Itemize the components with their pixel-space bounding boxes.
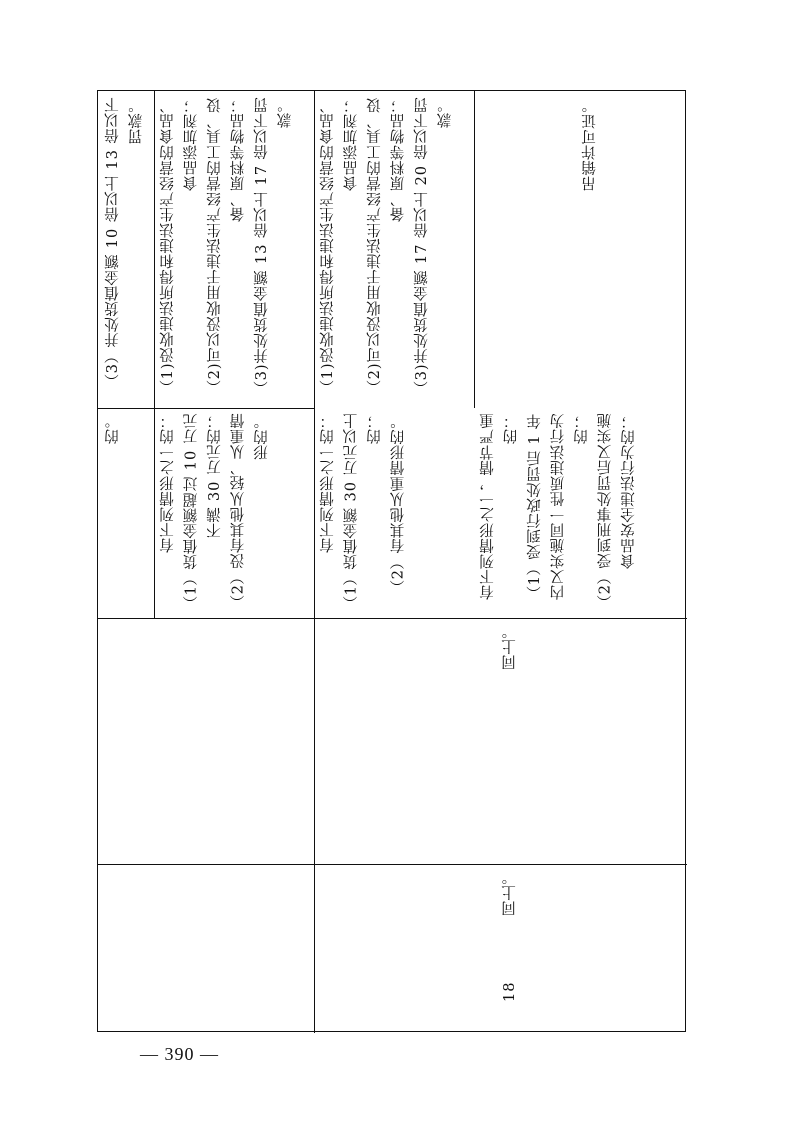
column-divider [314,618,315,1033]
row3-circumstance-cell: 有下列情形之一的： （1）货值金额 30 万元以上的； （2）有其他从重情形的。 [319,413,407,612]
row-divider [98,408,314,409]
penalty-table [97,90,686,1032]
row4-standard-item-cell: 同上。 [501,623,518,670]
row-divider [98,618,687,619]
row2-penalty-cell: （1)没收违法所得和违法生产经营的食品、食品添加剂； （2)可以没收用于违法生产经营的工具、设备、原料等物品； （3)并处货值金额 13 倍以上 17 倍以下罚款。 [159,97,294,397]
row4-number-cell: 18 [501,981,518,1002]
column-divider [314,91,315,618]
row3-penalty-cell: （1)没收违法所得和违法生产经营的食品、食品添加剂； （2)可以没收用于违法生产经营的工具、设备、原料等物品； （3)并处货值金额 17 倍以上 20 倍以下罚款。 [319,97,454,397]
row4-circumstance-cell: 有下列情形之一，情节严重的： （1）受到行政处罚后 1 年内又实施同一性质违法行为的； （2）受到刑事处罚后又实施食品安全违法行为的； [479,413,637,611]
column-divider [474,91,475,408]
page-number: — 390 — [140,1044,219,1064]
row2-circumstance-cell: 有下列情形之一的： （1）货值金额超过 10 万元不满 30 万元的； （2）没有其他从轻、从重情形的。 [159,413,270,612]
row1-circumstance-cell: 的。 [104,413,121,445]
column-divider [154,91,155,618]
row-divider [98,864,687,865]
row1-penalty-cell: （3）并处货值金额 10 倍以上 13 倍以下罚款。 [104,97,145,390]
row4-item-cell: 同上。 [501,869,518,916]
row4-penalty-cell: 吊销许可证。 [581,97,598,191]
